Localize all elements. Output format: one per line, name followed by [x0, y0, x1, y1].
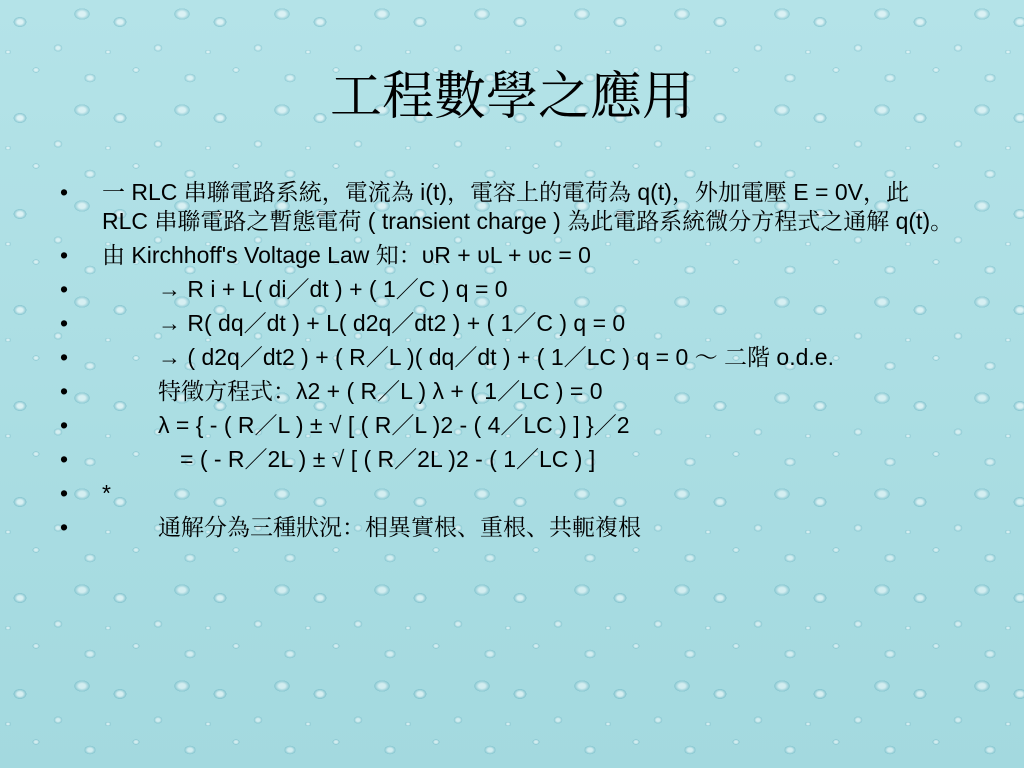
bullet-item	[60, 377, 960, 406]
bullet-text: → R i + L( di／dt ) + ( 1／C ) q = 0	[158, 276, 508, 302]
bullet-text: = ( - R／2L ) ± √ [ ( R／2L )2 - ( 1／LC ) ]	[180, 446, 596, 472]
bullet-dot: •	[60, 480, 69, 506]
bullet-item	[60, 513, 960, 542]
bullet-text: 通解分為三種狀況：相異實根、重根、共軛複根	[158, 514, 641, 540]
bullet-dot: •	[60, 310, 69, 336]
bullet-item	[60, 309, 960, 338]
bullet-dot: •	[60, 276, 69, 302]
bullet-text: 一 RLC 串聯電路系統，電流為 i(t)，電容上的電荷為 q(t)，外加電壓 E = 0V，此 RLC 串聯電路之暫態電荷 ( transient charge ) 為此電路系統微分方程式之通解 q(t)。	[102, 179, 954, 234]
bullet-text: *	[102, 480, 111, 506]
bullet-text: → ( d2q／dt2 ) + ( R／L )( dq／dt ) + ( 1／LC ) q = 0 ～ 二階 o.d.e.	[158, 344, 834, 370]
bullet-item	[60, 411, 960, 440]
bullet-dot: •	[60, 446, 69, 472]
bullet-dot: •	[60, 179, 69, 205]
bullet-item	[60, 275, 960, 304]
bullet-text: 特徵方程式：λ2 + ( R／L ) λ + ( 1／LC ) = 0	[158, 378, 603, 404]
bullet-item	[60, 241, 960, 270]
bullet-list	[60, 178, 960, 547]
bullet-dot: •	[60, 344, 69, 370]
bullet-text: → R( dq／dt ) + L( d2q／dt2 ) + ( 1／C ) q = 0	[158, 310, 626, 336]
slide-title: 工程數學之應用	[329, 67, 694, 127]
bullet-dot: •	[60, 412, 69, 438]
bullet-dot: •	[60, 242, 69, 268]
bullet-text: 由 Kirchhoff's Voltage Law 知：υR + υL + υc = 0	[102, 242, 591, 268]
bullet-item	[60, 479, 960, 508]
bullet-text: λ = { - ( R／L ) ± √ [ ( R／L )2 - ( 4／LC ) ] }／2	[158, 412, 630, 438]
bullet-item	[60, 178, 960, 236]
bullet-dot: •	[60, 378, 69, 404]
bullet-item	[60, 445, 960, 474]
bullet-item	[60, 343, 960, 372]
bullet-dot: •	[60, 514, 69, 540]
